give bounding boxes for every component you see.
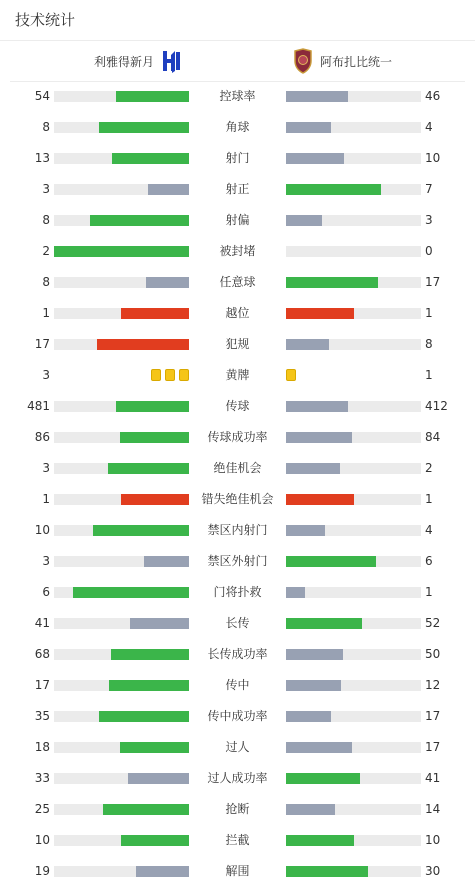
stat-label: 禁区内射门	[207, 523, 268, 537]
home-stat-value: 3	[42, 368, 50, 382]
home-stat-value: 19	[34, 864, 50, 878]
page-title: 技术统计	[15, 11, 76, 29]
away-stat-value: 17	[425, 275, 441, 289]
stat-row	[0, 670, 475, 701]
stat-label: 传球	[225, 399, 250, 413]
away-stat-bar-track	[286, 556, 421, 567]
away-stat-value: 1	[425, 306, 433, 320]
away-stat-value: 1	[425, 585, 433, 599]
away-stat-value: 8	[425, 337, 433, 351]
home-stat-bar-track	[54, 649, 189, 660]
home-stat-bar-fill	[90, 215, 189, 226]
away-stat-bar-fill	[286, 494, 354, 505]
away-stat-bar-fill	[286, 463, 340, 474]
home-stat-bar-fill	[112, 153, 189, 164]
home-stat-value: 3	[42, 461, 50, 475]
home-stat-bar-track	[54, 742, 189, 753]
away-stat-bar-fill	[286, 618, 362, 629]
away-stat-bar-track	[286, 866, 421, 877]
away-stat-bar-fill	[286, 153, 344, 164]
home-stat-bar-track	[54, 339, 189, 350]
away-stat-bar-fill	[286, 680, 341, 691]
yellow-card-icon	[179, 369, 189, 381]
stat-label: 错失绝佳机会	[201, 492, 274, 506]
stat-row	[0, 639, 475, 670]
home-stat-bar-track	[54, 184, 189, 195]
stat-row	[0, 81, 475, 112]
yellow-card-icon	[165, 369, 175, 381]
away-stat-bar-track	[286, 153, 421, 164]
home-stat-bar-track	[54, 463, 189, 474]
home-stat-value: 18	[34, 740, 50, 754]
stat-label: 长传	[225, 616, 250, 630]
stat-row	[0, 484, 475, 515]
stat-row	[0, 608, 475, 639]
away-stat-value: 3	[425, 213, 433, 227]
stat-label: 绝佳机会	[213, 461, 262, 475]
away-stat-bar-fill	[286, 556, 376, 567]
home-stat-bar-track	[54, 277, 189, 288]
away-stat-bar-fill	[286, 91, 348, 102]
home-stat-value: 13	[34, 151, 50, 165]
home-stat-bar-track	[54, 587, 189, 598]
away-stat-bar-track	[286, 587, 421, 598]
away-stat-bar-track	[286, 742, 421, 753]
away-stat-value: 14	[425, 802, 441, 816]
away-stat-value: 4	[425, 523, 433, 537]
stat-label: 射偏	[225, 213, 250, 227]
stat-row	[0, 856, 475, 887]
away-stat-bar-fill	[286, 432, 352, 443]
home-stat-bar-track	[54, 215, 189, 226]
away-stat-bar-track	[286, 804, 421, 815]
stat-row	[0, 701, 475, 732]
home-stat-value: 68	[34, 647, 50, 661]
home-stat-value: 54	[34, 89, 50, 103]
home-stat-bar-track	[54, 618, 189, 629]
home-stat-bar-track	[54, 804, 189, 815]
away-team-name: 阿布扎比统一	[320, 54, 393, 69]
home-stat-value: 481	[27, 399, 50, 413]
stat-label: 被封堵	[219, 244, 256, 258]
away-stat-bar-track	[286, 432, 421, 443]
home-stat-bar-fill	[111, 649, 189, 660]
away-stat-value: 4	[425, 120, 433, 134]
home-stat-bar-fill	[121, 835, 189, 846]
home-stat-bar-fill	[148, 184, 189, 195]
home-stat-value: 1	[42, 306, 50, 320]
away-stat-value: 10	[425, 833, 441, 847]
away-stat-value: 46	[425, 89, 441, 103]
home-stat-bar-fill	[116, 401, 189, 412]
home-stat-bar-track	[54, 432, 189, 443]
home-stat-value: 8	[42, 275, 50, 289]
stat-label: 过人成功率	[207, 771, 268, 785]
stat-row	[0, 732, 475, 763]
away-stat-bar-track	[286, 91, 421, 102]
home-stat-bar-track	[54, 494, 189, 505]
away-stat-bar-track	[286, 773, 421, 784]
yellow-card-icon	[286, 369, 296, 381]
home-stat-value: 35	[34, 709, 50, 723]
away-stat-bar-track	[286, 463, 421, 474]
away-stat-bar-track	[286, 308, 421, 319]
away-stat-value: 52	[425, 616, 441, 630]
home-stat-bar-fill	[136, 866, 189, 877]
home-stat-bar-track	[54, 525, 189, 536]
stat-row	[0, 391, 475, 422]
home-stat-value: 10	[34, 833, 50, 847]
away-yellow-cards	[286, 369, 296, 382]
stat-row	[0, 174, 475, 205]
home-stat-bar-fill	[121, 308, 189, 319]
home-stat-bar-fill	[144, 556, 189, 567]
away-stat-value: 17	[425, 740, 441, 754]
stat-label: 越位	[225, 306, 250, 320]
home-stat-bar-track	[54, 866, 189, 877]
away-stat-bar-track	[286, 835, 421, 846]
away-stat-bar-track	[286, 618, 421, 629]
home-stat-value: 86	[34, 430, 50, 444]
stat-label: 任意球	[219, 275, 256, 289]
home-stat-bar-track	[54, 835, 189, 846]
away-stat-bar-track	[286, 711, 421, 722]
home-stat-value: 33	[34, 771, 50, 785]
stat-row	[0, 143, 475, 174]
away-stat-bar-track	[286, 184, 421, 195]
stat-label: 射门	[225, 151, 250, 165]
stat-label: 传球成功率	[207, 430, 268, 444]
home-stat-bar-track	[54, 122, 189, 133]
home-yellow-cards	[151, 369, 189, 382]
stat-label: 长传成功率	[207, 647, 268, 661]
away-stat-bar-fill	[286, 804, 335, 815]
stat-row	[0, 794, 475, 825]
yellow-card-icon	[151, 369, 161, 381]
stat-label: 拦截	[225, 833, 250, 847]
stat-row	[0, 453, 475, 484]
away-stat-bar-fill	[286, 742, 352, 753]
away-stat-bar-fill	[286, 649, 343, 660]
home-stat-bar-fill	[103, 804, 189, 815]
home-stat-bar-fill	[120, 742, 189, 753]
team-header	[10, 41, 465, 82]
home-stat-value: 8	[42, 120, 50, 134]
home-stat-bar-fill	[93, 525, 189, 536]
stat-label: 抢断	[225, 802, 250, 816]
stat-label: 黄牌	[225, 368, 250, 382]
away-stat-bar-fill	[286, 587, 305, 598]
home-stat-value: 17	[34, 678, 50, 692]
away-stat-bar-fill	[286, 835, 354, 846]
away-stat-bar-track	[286, 122, 421, 133]
away-stat-bar-track	[286, 246, 421, 257]
stat-row	[0, 515, 475, 546]
home-stat-bar-track	[54, 91, 189, 102]
away-stat-bar-fill	[286, 711, 331, 722]
away-stat-value: 84	[425, 430, 441, 444]
home-stat-bar-track	[54, 680, 189, 691]
away-stat-bar-fill	[286, 184, 381, 195]
away-stat-bar-track	[286, 215, 421, 226]
away-stat-bar-fill	[286, 773, 360, 784]
away-stat-value: 2	[425, 461, 433, 475]
away-stat-value: 41	[425, 771, 441, 785]
away-stat-bar-fill	[286, 215, 322, 226]
away-stat-bar-fill	[286, 122, 331, 133]
home-stat-value: 8	[42, 213, 50, 227]
away-stat-value: 412	[425, 399, 448, 413]
away-stat-bar-track	[286, 525, 421, 536]
stats-list	[0, 81, 475, 887]
home-stat-bar-track	[54, 308, 189, 319]
away-stat-value: 0	[425, 244, 433, 258]
home-stat-bar-fill	[54, 246, 189, 257]
away-stat-value: 1	[425, 368, 433, 382]
stat-label: 禁区外射门	[207, 554, 268, 568]
away-stat-bar-fill	[286, 277, 378, 288]
stat-label: 传中成功率	[207, 709, 268, 723]
stat-row	[0, 360, 475, 391]
stat-row	[0, 329, 475, 360]
away-stat-value: 17	[425, 709, 441, 723]
away-stat-value: 30	[425, 864, 441, 878]
away-stat-bar-fill	[286, 525, 325, 536]
away-stat-bar-track	[286, 401, 421, 412]
al-wahda-shield-logo-icon	[292, 48, 314, 74]
home-stat-bar-fill	[116, 91, 189, 102]
home-stat-bar-fill	[99, 711, 189, 722]
away-stat-value: 7	[425, 182, 433, 196]
stat-label: 传中	[225, 678, 250, 692]
away-stat-value: 6	[425, 554, 433, 568]
away-stat-bar-fill	[286, 339, 329, 350]
home-stat-bar-fill	[97, 339, 189, 350]
away-stat-value: 50	[425, 647, 441, 661]
home-stat-value: 6	[42, 585, 50, 599]
home-stat-bar-fill	[130, 618, 189, 629]
home-stat-value: 1	[42, 492, 50, 506]
home-stat-bar-fill	[146, 277, 189, 288]
away-stat-bar-fill	[286, 308, 354, 319]
home-stat-bar-fill	[99, 122, 189, 133]
home-stat-value: 3	[42, 554, 50, 568]
stat-row	[0, 422, 475, 453]
home-stat-value: 2	[42, 244, 50, 258]
home-stat-bar-track	[54, 246, 189, 257]
stat-label: 控球率	[219, 89, 256, 103]
away-stat-value: 1	[425, 492, 433, 506]
home-stat-bar-fill	[128, 773, 189, 784]
home-team[interactable]	[94, 41, 182, 81]
stat-label: 门将扑救	[213, 585, 262, 599]
away-stat-bar-track	[286, 680, 421, 691]
home-stat-bar-fill	[108, 463, 189, 474]
stat-label: 角球	[225, 120, 250, 134]
stat-label: 解围	[225, 864, 250, 878]
stat-row	[0, 577, 475, 608]
away-stat-value: 10	[425, 151, 441, 165]
stat-row	[0, 267, 475, 298]
home-stat-bar-fill	[121, 494, 189, 505]
away-stat-bar-fill	[286, 401, 348, 412]
home-stat-bar-track	[54, 153, 189, 164]
stat-label: 犯规	[225, 337, 250, 351]
home-stat-bar-track	[54, 401, 189, 412]
stat-row	[0, 763, 475, 794]
home-team-name: 利雅得新月	[93, 54, 154, 69]
home-stat-bar-track	[54, 711, 189, 722]
stat-row	[0, 112, 475, 143]
home-stat-bar-track	[54, 773, 189, 784]
home-stat-bar-track	[54, 556, 189, 567]
home-stat-value: 17	[34, 337, 50, 351]
stat-label: 射正	[225, 182, 250, 196]
home-stat-value: 10	[34, 523, 50, 537]
stat-row	[0, 546, 475, 577]
away-stat-value: 12	[425, 678, 441, 692]
home-stat-bar-fill	[109, 680, 189, 691]
home-stat-bar-fill	[73, 587, 189, 598]
home-stat-value: 25	[34, 802, 50, 816]
stat-label: 过人	[225, 740, 250, 754]
away-stat-bar-track	[286, 339, 421, 350]
home-stat-value: 41	[34, 616, 50, 630]
away-stat-bar-track	[286, 277, 421, 288]
stat-row	[0, 298, 475, 329]
home-stat-value: 3	[42, 182, 50, 196]
stat-row	[0, 236, 475, 267]
stat-row	[0, 825, 475, 856]
home-stat-bar-fill	[120, 432, 189, 443]
stat-row	[0, 205, 475, 236]
away-stat-bar-track	[286, 494, 421, 505]
al-hilal-logo-icon	[160, 48, 182, 74]
away-stat-bar-fill	[286, 866, 368, 877]
away-team[interactable]	[292, 41, 392, 81]
away-stat-bar-track	[286, 649, 421, 660]
